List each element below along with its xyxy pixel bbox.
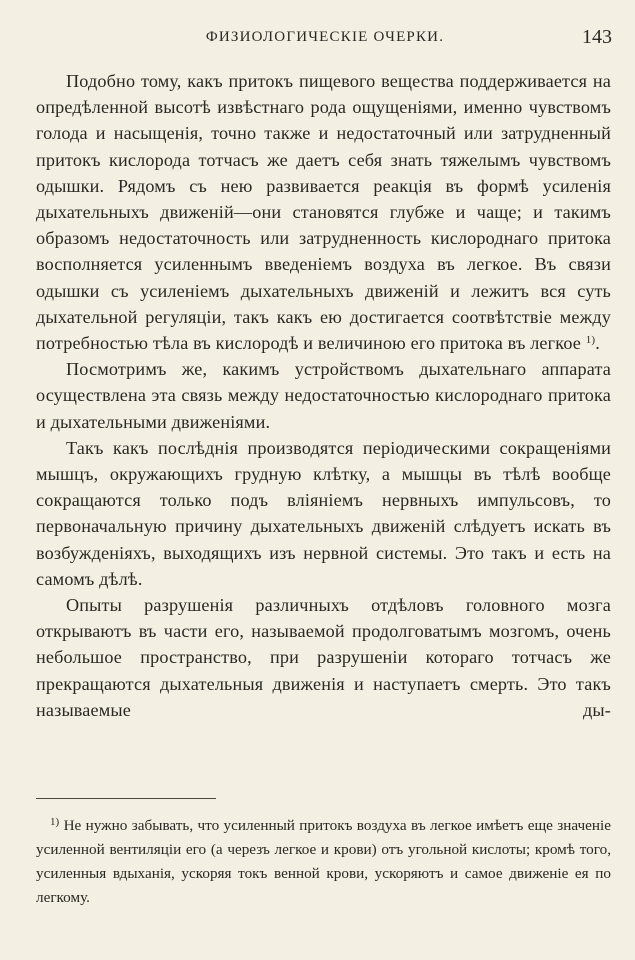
footnote-marker: 1) (50, 816, 60, 828)
footnote-divider (36, 798, 216, 799)
footnote (36, 814, 611, 910)
footnote-text: Не нужно забывать, что усиленный притокъ воздуха въ легкое имѣетъ еще значеніе усиленной вентиляціи его (а черезъ легкое и крови) отъ угольной кислоты; кромѣ того, усиленныя вдыханія, ускоряя токъ венной крови, ускоряютъ и самое движеніе ея по легкому. (36, 817, 612, 906)
page-header (36, 26, 614, 50)
paragraph: Такъ какъ послѣднія производятся періодическими сокращеніями мышцъ, окружающихъ грудную клѣтку, а мышцы въ тѣлѣ вообще сокращаются только подъ вліяніемъ нервныхъ импульсовъ, то первоначальную причину дыхательныхъ движеній слѣдуетъ искать въ возбужденіяхъ, выходящихъ изъ нервной системы. Это такъ и есть на самомъ дѣлѣ. (36, 437, 611, 589)
footnotes (36, 814, 611, 910)
page-number: 143 (582, 26, 612, 48)
paragraph: Опыты разрушенія различныхъ отдѣловъ головного мозга открываютъ въ части его, называемой продолговатымъ мозгомъ, очень небольшое пространство, при разрушеніи котораго тотчасъ же прекращаются дыхательныя движенія и наступаетъ смерть. Это такъ называемые ды- (36, 595, 611, 720)
paragraph-end: . (595, 333, 600, 354)
paragraph (36, 68, 611, 356)
paragraph-text: Подобно тому, какъ притокъ пищевого вещества поддерживается на опредѣленной высотѣ извѣстнаго рода ощущеніями, именно чувствомъ голода и насыщенія, точно также и недостаточный или затрудненный притокъ кислорода тотчасъ же даетъ себя знать тяжелымъ чувствомъ одышки. Рядомъ съ нею развивается реакція въ формѣ усиленія дыхательныхъ движеній—они становятся глубже и чаще; и такимъ образомъ недостаточность или затрудненность кислороднаго притока восполняется усиленнымъ введеніемъ воздуха въ легкое. Въ связи одышки съ усиленіемъ дыхательныхъ движеній и лежитъ вся суть дыхательной регуляціи, такъ какъ ею достигается соотвѣтствіе между потребностью тѣла въ кислородѣ и величиною его притока въ легкое (36, 71, 611, 354)
footnote-reference: 1) (585, 334, 596, 347)
main-text (36, 68, 611, 723)
paragraph: Посмотримъ же, какимъ устройствомъ дыхательнаго аппарата осуществлена эта связь между недостаточностью кислороднаго притока и дыхательными движеніями. (36, 359, 611, 432)
running-title: ФИЗИОЛОГИЧЕСКІЕ ОЧЕРКИ. (205, 29, 445, 45)
